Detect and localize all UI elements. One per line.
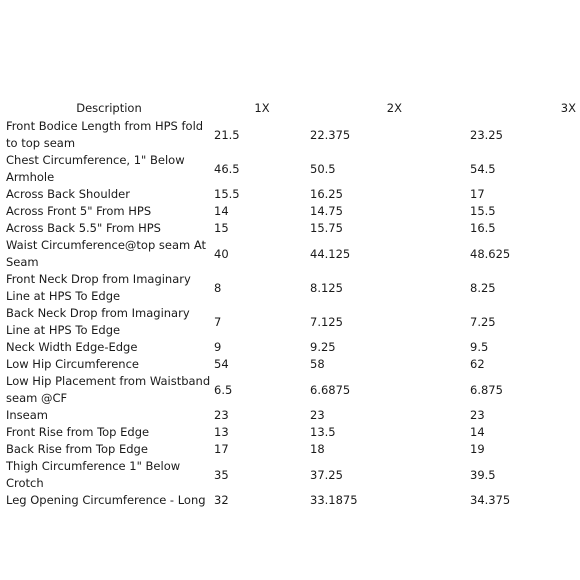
table-row xyxy=(4,492,576,509)
value-3x: 39.5 xyxy=(470,467,496,482)
value-3x: 34.375 xyxy=(470,493,511,507)
value-2x: 9.25 xyxy=(310,340,336,354)
value-1x: 23 xyxy=(214,408,229,422)
table-row xyxy=(4,458,576,492)
row-description: Across Back 5.5" From HPS xyxy=(6,221,161,235)
header-2x: 2X xyxy=(386,101,402,115)
value-2x: 58 xyxy=(310,357,325,371)
value-2x: 22.375 xyxy=(310,127,351,142)
table-row xyxy=(4,220,576,237)
value-2x: 37.25 xyxy=(310,467,343,482)
value-1x: 15.5 xyxy=(214,187,240,201)
value-3x: 54.5 xyxy=(470,161,496,176)
table-row xyxy=(4,441,576,458)
value-3x: 14 xyxy=(470,425,485,439)
table-row xyxy=(4,118,576,152)
value-1x: 54 xyxy=(214,357,229,371)
table-row xyxy=(4,373,576,407)
value-1x: 6.5 xyxy=(214,382,233,397)
value-3x: 16.5 xyxy=(470,221,496,235)
value-2x: 7.125 xyxy=(310,314,343,329)
table-row xyxy=(4,424,576,441)
value-2x: 44.125 xyxy=(310,246,351,261)
row-description: Back Neck Drop from Imaginary Line at HPS To Edge xyxy=(6,306,190,337)
header-1x: 1X xyxy=(254,101,270,115)
row-description: Back Rise from Top Edge xyxy=(6,442,148,456)
value-2x: 14.75 xyxy=(310,204,343,218)
value-1x: 32 xyxy=(214,493,229,507)
row-description: Waist Circumference@top seam At Seam xyxy=(6,238,207,269)
value-1x: 13 xyxy=(214,425,229,439)
value-3x: 6.875 xyxy=(470,382,503,397)
value-3x: 48.625 xyxy=(470,246,511,261)
value-1x: 8 xyxy=(214,280,222,295)
value-2x: 33.1875 xyxy=(310,493,358,507)
value-2x: 8.125 xyxy=(310,280,343,295)
value-3x: 9.5 xyxy=(470,340,489,354)
row-description: Low Hip Circumference xyxy=(6,357,139,371)
row-description: Chest Circumference, 1" Below Armhole xyxy=(6,153,185,184)
row-description: Front Bodice Length from HPS fold to top seam xyxy=(6,119,204,150)
row-description: Low Hip Placement from Waistband seam @CF xyxy=(6,374,211,405)
value-1x: 9 xyxy=(214,340,222,354)
value-1x: 7 xyxy=(214,314,222,329)
row-description: Leg Opening Circumference - Long xyxy=(6,493,206,507)
size-chart-table xyxy=(4,100,576,509)
value-1x: 35 xyxy=(214,467,229,482)
value-3x: 19 xyxy=(470,442,485,456)
value-1x: 17 xyxy=(214,442,229,456)
value-2x: 6.6875 xyxy=(310,382,351,397)
value-2x: 16.25 xyxy=(310,187,343,201)
value-2x: 13.5 xyxy=(310,425,336,439)
value-3x: 23 xyxy=(470,408,485,422)
row-description: Front Rise from Top Edge xyxy=(6,425,150,439)
value-2x: 23 xyxy=(310,408,325,422)
value-1x: 15 xyxy=(214,221,229,235)
value-1x: 21.5 xyxy=(214,127,240,142)
table-row xyxy=(4,407,576,424)
value-1x: 46.5 xyxy=(214,161,240,176)
table-row xyxy=(4,237,576,271)
value-1x: 14 xyxy=(214,204,229,218)
value-2x: 15.75 xyxy=(310,221,343,235)
table-row xyxy=(4,186,576,203)
table-header-row xyxy=(4,100,576,118)
value-3x: 23.25 xyxy=(470,127,503,142)
value-2x: 50.5 xyxy=(310,161,336,176)
table-row xyxy=(4,339,576,356)
value-3x: 17 xyxy=(470,187,485,201)
row-description: Across Front 5" From HPS xyxy=(6,204,152,218)
header-3x: 3X xyxy=(560,101,576,115)
table-row xyxy=(4,152,576,186)
value-3x: 15.5 xyxy=(470,204,496,218)
table-row xyxy=(4,305,576,339)
value-1x: 40 xyxy=(214,246,229,261)
table-row xyxy=(4,356,576,373)
table-row xyxy=(4,203,576,220)
header-description: Description xyxy=(76,101,142,115)
value-3x: 62 xyxy=(470,357,485,371)
table-row xyxy=(4,271,576,305)
row-description: Neck Width Edge-Edge xyxy=(6,340,138,354)
row-description: Thigh Circumference 1" Below Crotch xyxy=(6,459,181,490)
value-3x: 8.25 xyxy=(470,280,496,295)
row-description: Inseam xyxy=(6,408,48,422)
row-description: Across Back Shoulder xyxy=(6,187,130,201)
value-3x: 7.25 xyxy=(470,314,496,329)
row-description: Front Neck Drop from Imaginary Line at HPS To Edge xyxy=(6,272,191,303)
value-2x: 18 xyxy=(310,442,325,456)
